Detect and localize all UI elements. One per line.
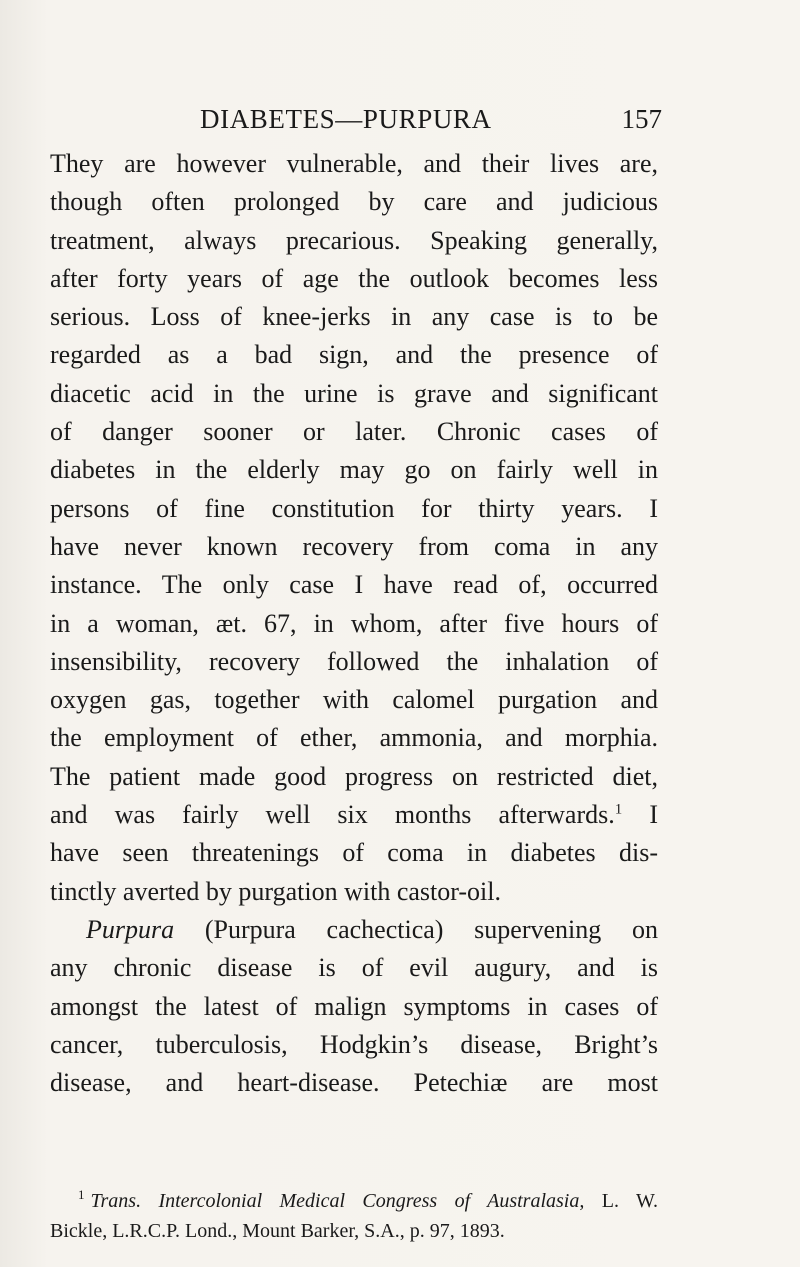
text-line: have never known recovery from coma in any (50, 531, 658, 561)
text-line: cancer, tuberculosis, Hodgkin’s disease, Bright’s (50, 1029, 658, 1059)
text-line-with-footnote-ref (50, 796, 658, 834)
text-line: oxygen gas, together with calomel purgation and (50, 685, 658, 715)
body-text (50, 145, 658, 1102)
text-line: after forty years of age the outlook becomes less (50, 263, 658, 293)
text-line: They are however vulnerable, and their lives are, (50, 149, 658, 178)
running-title: DIABETES—PURPURA (200, 104, 492, 134)
footnote (50, 1186, 658, 1246)
text-line: though often prolonged by care and judicious (50, 187, 658, 217)
text-line: persons of fine constitution for thirty years. I (50, 493, 658, 523)
footnote-citation-title: Trans. Intercolonial Medical Congress of Australasia, (90, 1190, 585, 1212)
text-line: The patient made good progress on restricted diet, (50, 761, 658, 791)
text-line: serious. Loss of knee-jerks in any case is to be (50, 302, 658, 332)
text-fragment: I (622, 800, 658, 830)
text-line: in a woman, æt. 67, in whom, after five hours of (50, 608, 658, 638)
text-line: instance. The only case I have read of, occurred (50, 570, 658, 600)
text-fragment: and was fairly well six months afterwards. (50, 800, 615, 830)
text-line: tinctly averted by purgation with castor-oil. (50, 876, 502, 906)
page-number: 157 (621, 104, 662, 134)
footnote-line (50, 1186, 658, 1216)
paragraph-lead-purpura (50, 911, 658, 949)
text-fragment: (Purpura cachectica) supervening on (174, 914, 658, 944)
text-line: any chronic disease is of evil augury, and is (50, 953, 658, 983)
text-line: treatment, always precarious. Speaking generally, (50, 225, 658, 255)
footnote-reference[interactable]: 1 (614, 801, 623, 818)
text-line: disease, and heart-disease. Petechiæ are most (50, 1068, 658, 1098)
running-head (0, 104, 800, 138)
footnote-line: Bickle, L.R.C.P. Lond., Mount Barker, S.A., p. 97, 1893. (50, 1220, 505, 1242)
text-line: the employment of ether, ammonia, and morphia. (50, 723, 658, 753)
text-line: regarded as a bad sign, and the presence of (50, 340, 658, 370)
text-line: diabetes in the elderly may go on fairly well in (50, 455, 658, 485)
text-line: of danger sooner or later. Chronic cases of (50, 417, 658, 447)
footnote-mark: 1 (78, 1187, 85, 1203)
italic-term: Purpura (86, 914, 175, 944)
text-line: insensibility, recovery followed the inhalation of (50, 646, 658, 676)
text-fragment: L. W. (584, 1190, 658, 1212)
text-line: diacetic acid in the urine is grave and significant (50, 378, 658, 408)
text-line: amongst the latest of malign symptoms in cases of (50, 991, 658, 1021)
text-line: have seen threatenings of coma in diabetes dis- (50, 838, 658, 868)
